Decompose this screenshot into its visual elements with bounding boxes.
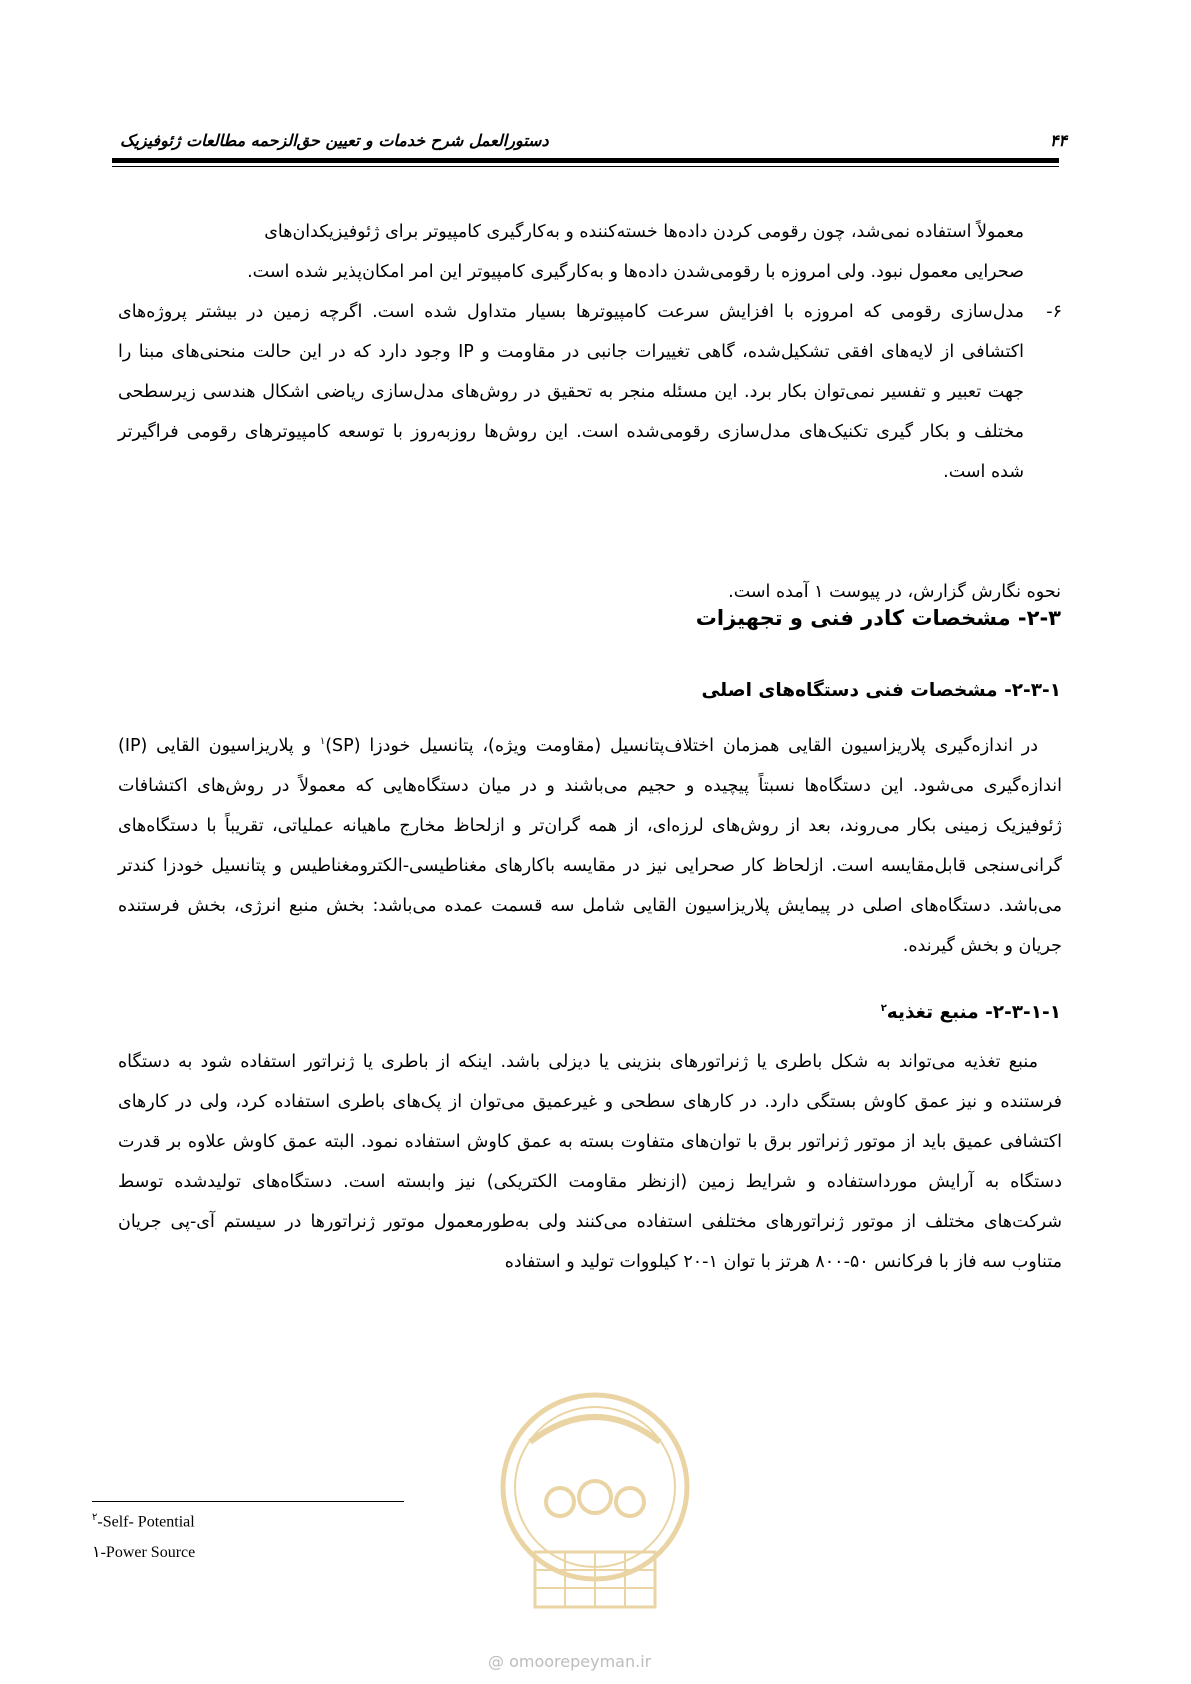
paragraph-text: در اندازه‌گیری پلاریزاسیون القایی همزمان اختلاف‌پتانسیل (مقاومت ویژه)، پتانسیل خودزا (SP) [325, 735, 1038, 756]
header-rule-thin [112, 166, 1059, 167]
continuation-line: صحرایی معمول نبود. ولی امروزه با رقومی‌شدن داده‌ها و به‌کارگیری کامپیوتر این امر امکان‌پذیر شده است. [247, 262, 1024, 282]
paragraph-text: و پلاریزاسیون القایی (IP) اندازه‌گیری می‌شود. این دستگاه‌ها نسبتاً پیچیده و حجیم می‌باشند و در میان دستگاه‌هایی که معمولاً در روش‌های اکتشافات ژئوفیزیک زمینی بکار می‌روند، بعد از روش‌های لرزه‌ای، از همه گران‌تر و ازلحاظ مخارج ماهیانه عملیاتی، تقریباً با دستگاه‌های گرانی‌سنجی قابل‌مقایسه است. ازلحاظ کار صحرایی نیز در مقایسه باکارهای مغناطیسی-الکترومغناطیس و پتانسیل خودزا کندتر می‌باشد. دستگاه‌های اصلی در پیمایش پلاریزاسیون القایی شامل سه قسمت عمده می‌باشد: بخش منبع انرژی، بخش فرستنده جریان و بخش گیرنده. [118, 735, 1062, 956]
footnote-text: -Power Source [100, 1544, 196, 1561]
watermark-logo [490, 1382, 700, 1622]
running-header-title: دستورالعمل شرح خدمات و تعیین حق‌الزحمه مطالعات ژئوفیزیک [120, 131, 549, 150]
paragraph-text: منبع تغذیه می‌تواند به شکل باطری یا ژنراتورهای بنزینی یا دیزلی باشد. اینکه از باطری یا ژنراتور استفاده شود به دستگاه فرستنده و نیز عمق کاوش بستگی دارد. در کارهای سطحی و غیرعمیق می‌توان از پک‌های باطری استفاده کرد، ولی در کارهای اکتشافی عمیق باید از موتور ژنراتور برق با توان‌های متفاوت بسته به عمق کاوش استفاده نمود. البته عمق کاوش علاوه بر قدرت دستگاه به آرایش مورداستفاده و شرایط زمین (ازنظر مقاومت الکتریکی) نیز وابسته است. دستگاه‌های تولیدشده توسط شرکت‌های مختلف از موتور ژنراتورهای مختلفی استفاده می‌کنند ولی به‌طورمعمول موتور ژنراتورها در سیستم آی-پی جریان متناوب سه فاز با فرکانس ۵۰-۸۰۰ هرتز با توان ۱-۲۰ کیلووات تولید و استفاده [118, 1052, 1062, 1272]
report-note: نحوه نگارش گزارش، در پیوست ۱ آمده است. [728, 582, 1061, 602]
footnote-separator [92, 1501, 404, 1502]
footnote-reference: ۱ [319, 736, 326, 747]
page-number: ۴۴ [1049, 131, 1067, 150]
list-item-text: مدل‌سازی رقومی که امروزه با افزایش سرعت کامپیوترها بسیار متداول شده است. اگرچه زمین در بیشتر پروژه‌های اکتشافی از لایه‌های افقی تشکیل‌شده، گاهی تغییرات جانبی در مقاومت و IP وجود دارد که در این حالت منحنی‌های مبنا را جهت تعبیر و تفسیر نمی‌توان بکار برد. این مسئله منجر به تحقیق در روش‌های مدل‌سازی ریاضی اشکال هندسی زیرسطحی مختلف و بکار گیری تکنیک‌های مدل‌سازی رقومی‌شده است. این روش‌ها روزبه‌روز با توسعه کامپیوترهای رقومی فراگیرتر شده است. [118, 302, 1025, 482]
header-rule-thick [112, 158, 1059, 163]
footnote-marker: ۲ [92, 1512, 98, 1523]
footnote-text: -Self- Potential [97, 1513, 195, 1531]
subsubsection-heading-text: ۲-۳-۱-۱- منبع تغذیه [886, 1002, 1061, 1023]
footnote-marker: ۱ [92, 1544, 101, 1561]
list-number: ۶- [1046, 302, 1062, 322]
subsubsection-heading [881, 1002, 1061, 1023]
subsection-heading: ۲-۳-۱- مشخصات فنی دستگاه‌های اصلی [701, 680, 1061, 701]
watermark-site: @ omoorepeyman.ir [488, 1652, 652, 1671]
footnote-2 [92, 1542, 195, 1562]
section-heading: ۲-۳- مشخصات کادر فنی و تجهیزات [695, 606, 1061, 630]
continuation-paragraph [118, 212, 1024, 292]
footnote-1 [92, 1512, 195, 1531]
subsection-paragraph [118, 722, 1062, 966]
continuation-line: معمولاً استفاده نمی‌شد، چون رقومی کردن داده‌ها خسته‌کننده و به‌کارگیری کامپیوتر برای ژئوفیزیکدان‌های [264, 222, 1024, 242]
power-source-paragraph [118, 1042, 1062, 1282]
footnote-reference: ۲ [880, 1002, 887, 1014]
